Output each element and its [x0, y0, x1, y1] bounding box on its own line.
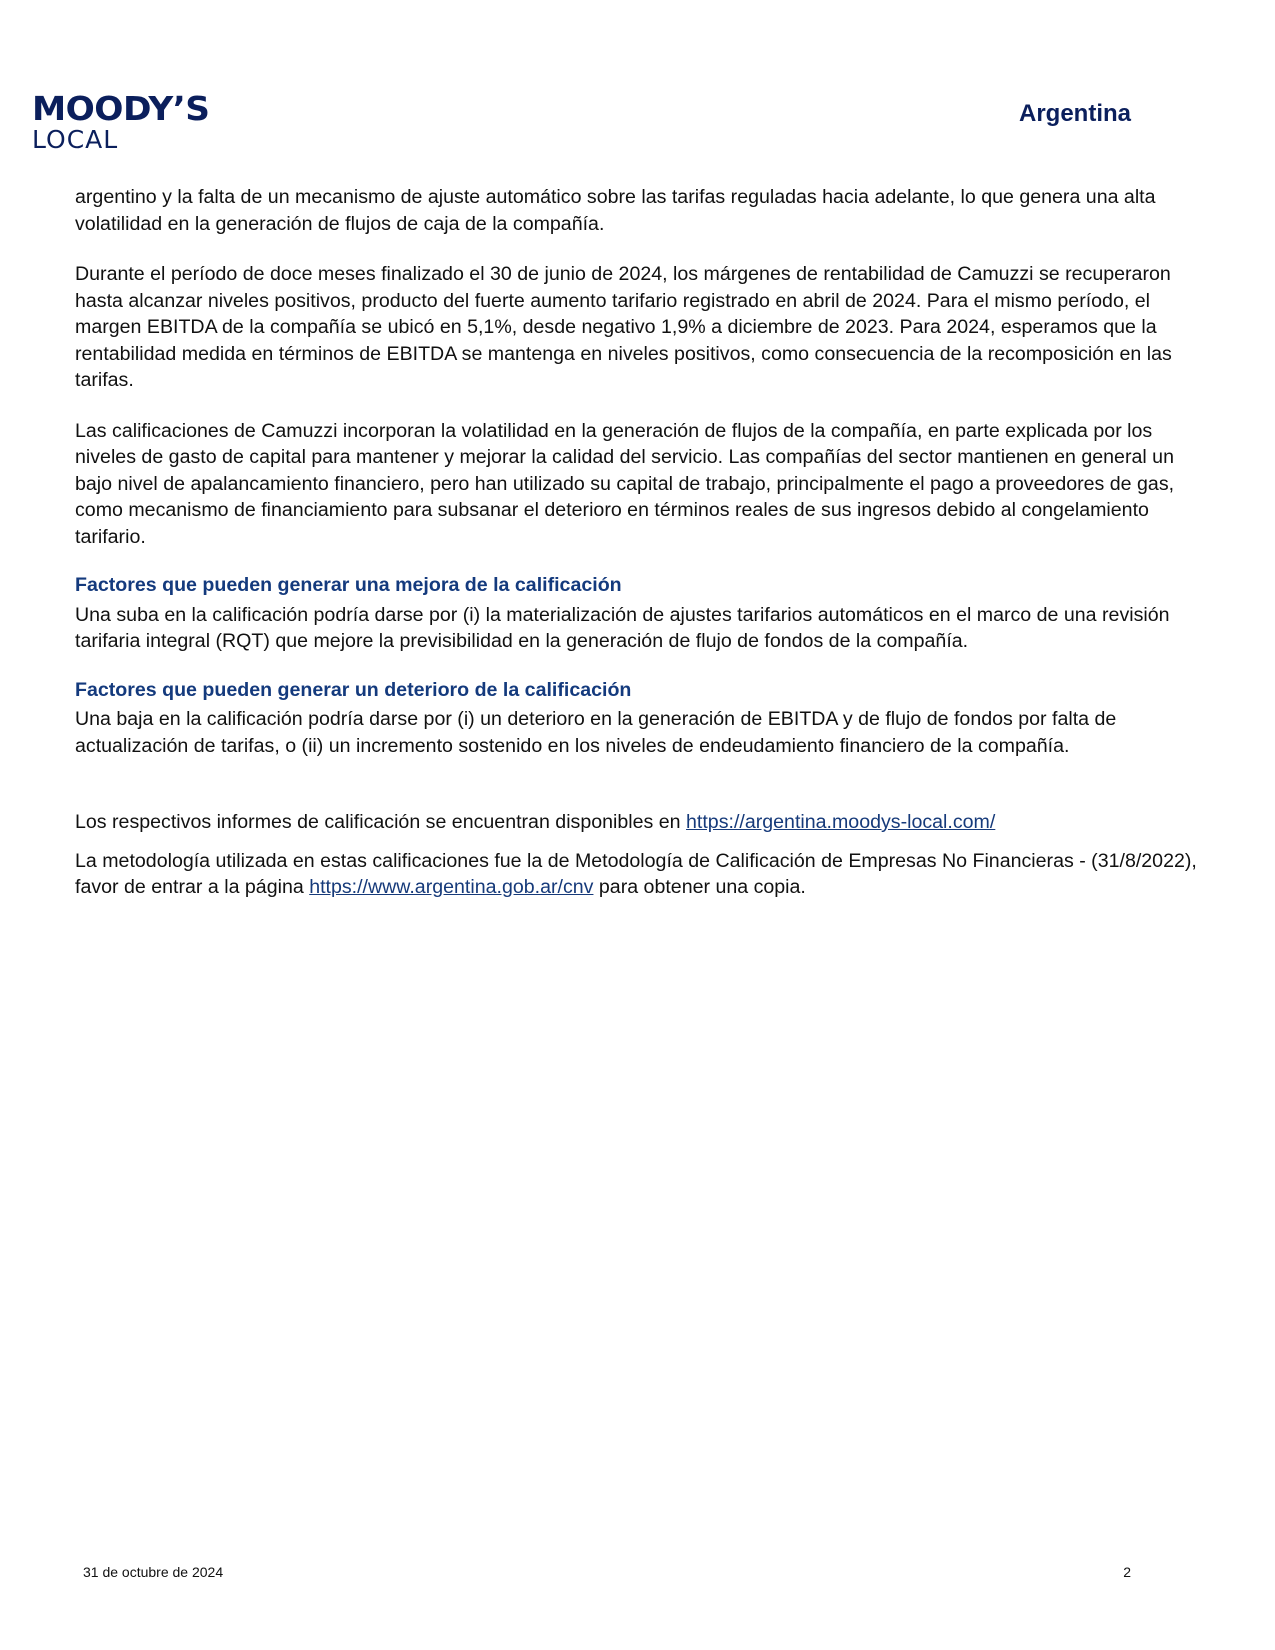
paragraph-methodology — [75, 848, 1210, 901]
moodys-local-link[interactable]: https://argentina.moodys-local.com/ — [686, 811, 996, 833]
moodys-local-logo — [32, 89, 210, 154]
heading-upgrade-factors: Factores que pueden generar una mejora de la calificación — [75, 574, 622, 596]
region-label: Argentina — [1018, 100, 1131, 127]
methodology-text: La metodología utilizada en estas calificaciones fue la de Metodología de Calificación de Empresas No Financieras - (31/8/2022), favor de entrar a la página — [75, 849, 1197, 898]
logo-wordmark-local: LOCAL — [32, 125, 119, 154]
paragraph-reports-availability — [75, 809, 1210, 836]
reports-text: Los respectivos informes de calificación se encuentran disponibles en — [75, 811, 687, 833]
footer-date: 31 de octubre de 2024 — [83, 1564, 224, 1580]
paragraph-ratings-rationale: Las calificaciones de Camuzzi incorporan la volatilidad en la generación de flujos de la compañía, en parte explicada por los niveles de gasto de capital para mantener y mejorar la calidad del servicio. Las compañías del sector mantienen en general un bajo nivel de apalancamiento financiero, pero han utilizado su capital de trabajo, principalmente el pago a proveedores de gas, como mecanismo de financiamiento para subsanar el deterioro en términos reales de sus ingresos debido al congelamiento tarifario. — [75, 419, 1175, 548]
heading-downgrade-factors: Factores que pueden generar un deterioro de la calificación — [75, 678, 632, 701]
paragraph-profitability: Durante el período de doce meses finalizado el 30 de junio de 2024, los márgenes de rentabilidad de Camuzzi se recuperaron hasta alcanzar niveles positivos, producto del fuerte aumento tarifario registrado en abril de 2024. Para el mismo período, el margen EBITDA de la compañía se ubicó en 5,1%, desde negativo 1,9% a diciembre de 2023. Para 2024, esperamos que la rentabilidad medida en términos de EBITDA se mantenga en niveles positivos, como consecuencia de la recomposición en las tarifas. — [75, 263, 1172, 391]
paragraph-downgrade-factors: Una baja en la calificación podría darse por (i) un deterioro en la generación de EBITDA y de flujo de fondos por falta de actualización de tarifas, o (ii) un incremento sostenido en los niveles de endeudamiento financiero de la compañía. — [75, 708, 1117, 757]
cnv-link[interactable]: https://www.argentina.gob.ar/cnv — [309, 876, 594, 898]
logo-wordmark-moodys: MOODY’S — [32, 89, 210, 128]
paragraph-upgrade-factors: Una suba en la calificación podría darse por (i) la materialización de ajustes tarifarios automáticos en el marco de una revisión tarifaria integral (RQT) que mejore la previsibilidad en la generación de flujo de fondos de la compañía. — [75, 603, 1170, 652]
paragraph-cashflow-volatility: argentino y la falta de un mecanismo de ajuste automático sobre las tarifas reguladas hacia adelante, lo que genera una alta volatilidad en la generación de flujos de caja de la compañía. — [75, 186, 1156, 235]
methodology-text-end: para obtener una copia. — [593, 876, 806, 898]
document-body — [75, 184, 1210, 901]
page-number: 2 — [1123, 1564, 1131, 1580]
